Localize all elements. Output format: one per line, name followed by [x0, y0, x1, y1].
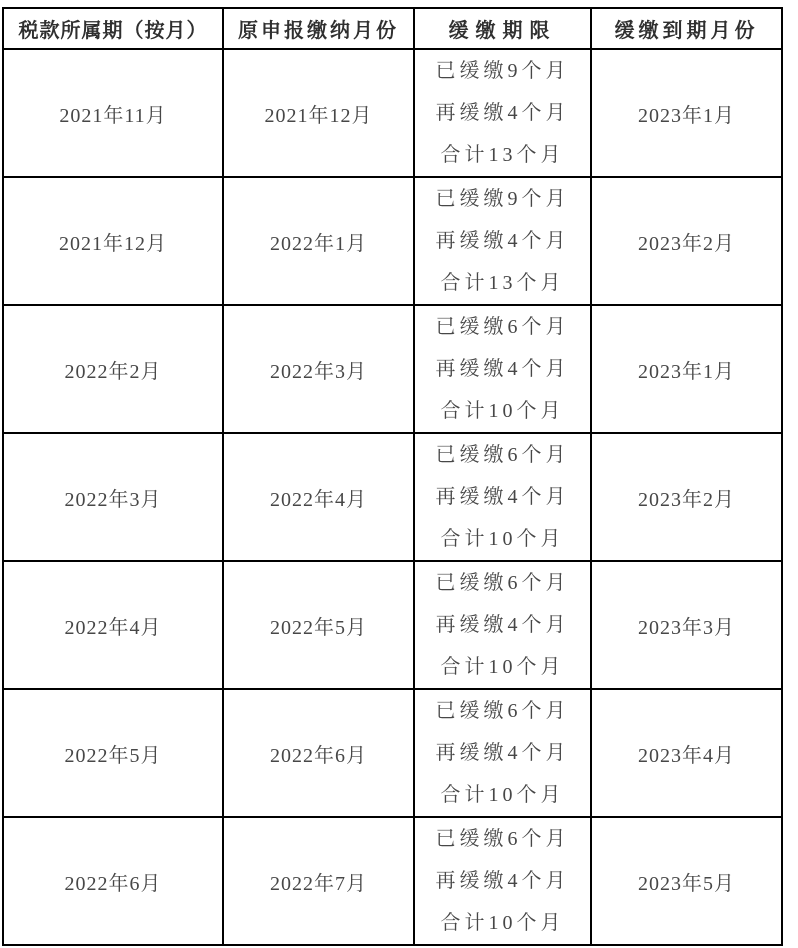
cell-tax-period: 2022年2月 — [3, 305, 223, 433]
cell-due-month: 2023年4月 — [591, 689, 782, 817]
table-body — [3, 49, 782, 945]
cell-deferral-period — [414, 49, 591, 177]
deferral-line: 再缓缴4个月 — [435, 486, 570, 508]
deferral-line: 再缓缴4个月 — [435, 742, 570, 764]
cell-tax-period: 2022年3月 — [3, 433, 223, 561]
deferral-line: 合计10个月 — [440, 656, 565, 678]
cell-deferral-period — [414, 817, 591, 945]
header-due-month: 缓缴到期月份 — [591, 8, 782, 49]
header-tax-period: 税款所属期（按月） — [3, 8, 223, 49]
table-row — [3, 49, 782, 177]
deferral-line: 已缓缴6个月 — [435, 572, 570, 594]
cell-tax-period: 2022年6月 — [3, 817, 223, 945]
deferral-line: 再缓缴4个月 — [435, 358, 570, 380]
cell-tax-period: 2022年4月 — [3, 561, 223, 689]
table-row — [3, 561, 782, 689]
cell-deferral-period — [414, 689, 591, 817]
cell-original-month: 2022年7月 — [223, 817, 414, 945]
deferral-line: 再缓缴4个月 — [435, 230, 570, 252]
cell-due-month: 2023年5月 — [591, 817, 782, 945]
deferral-line: 已缓缴6个月 — [435, 700, 570, 722]
cell-due-month: 2023年2月 — [591, 433, 782, 561]
deferral-line: 已缓缴9个月 — [435, 188, 570, 210]
cell-deferral-period — [414, 561, 591, 689]
deferral-line: 合计13个月 — [440, 272, 565, 294]
header-original-month: 原申报缴纳月份 — [223, 8, 414, 49]
cell-deferral-period — [414, 305, 591, 433]
cell-due-month: 2023年1月 — [591, 305, 782, 433]
cell-original-month: 2022年5月 — [223, 561, 414, 689]
tax-deferral-table — [2, 7, 783, 946]
cell-original-month: 2022年1月 — [223, 177, 414, 305]
cell-tax-period: 2022年5月 — [3, 689, 223, 817]
deferral-line: 合计10个月 — [440, 784, 565, 806]
deferral-line: 再缓缴4个月 — [435, 102, 570, 124]
deferral-line: 再缓缴4个月 — [435, 614, 570, 636]
table-row — [3, 817, 782, 945]
deferral-line: 再缓缴4个月 — [435, 870, 570, 892]
cell-due-month: 2023年1月 — [591, 49, 782, 177]
cell-original-month: 2022年4月 — [223, 433, 414, 561]
deferral-line: 已缓缴6个月 — [435, 828, 570, 850]
cell-original-month: 2022年3月 — [223, 305, 414, 433]
deferral-line: 合计10个月 — [440, 528, 565, 550]
cell-due-month: 2023年2月 — [591, 177, 782, 305]
cell-original-month: 2021年12月 — [223, 49, 414, 177]
cell-deferral-period — [414, 177, 591, 305]
table-header-row — [3, 8, 782, 49]
deferral-line: 合计10个月 — [440, 400, 565, 422]
cell-due-month: 2023年3月 — [591, 561, 782, 689]
table-row — [3, 433, 782, 561]
header-deferral-period: 缓缴期限 — [414, 8, 591, 49]
table-row — [3, 177, 782, 305]
cell-deferral-period — [414, 433, 591, 561]
deferral-line: 已缓缴9个月 — [435, 60, 570, 82]
deferral-line: 已缓缴6个月 — [435, 444, 570, 466]
cell-tax-period: 2021年12月 — [3, 177, 223, 305]
cell-original-month: 2022年6月 — [223, 689, 414, 817]
table-row — [3, 305, 782, 433]
deferral-line: 合计13个月 — [440, 144, 565, 166]
deferral-line: 已缓缴6个月 — [435, 316, 570, 338]
cell-tax-period: 2021年11月 — [3, 49, 223, 177]
table-row — [3, 689, 782, 817]
deferral-line: 合计10个月 — [440, 912, 565, 934]
